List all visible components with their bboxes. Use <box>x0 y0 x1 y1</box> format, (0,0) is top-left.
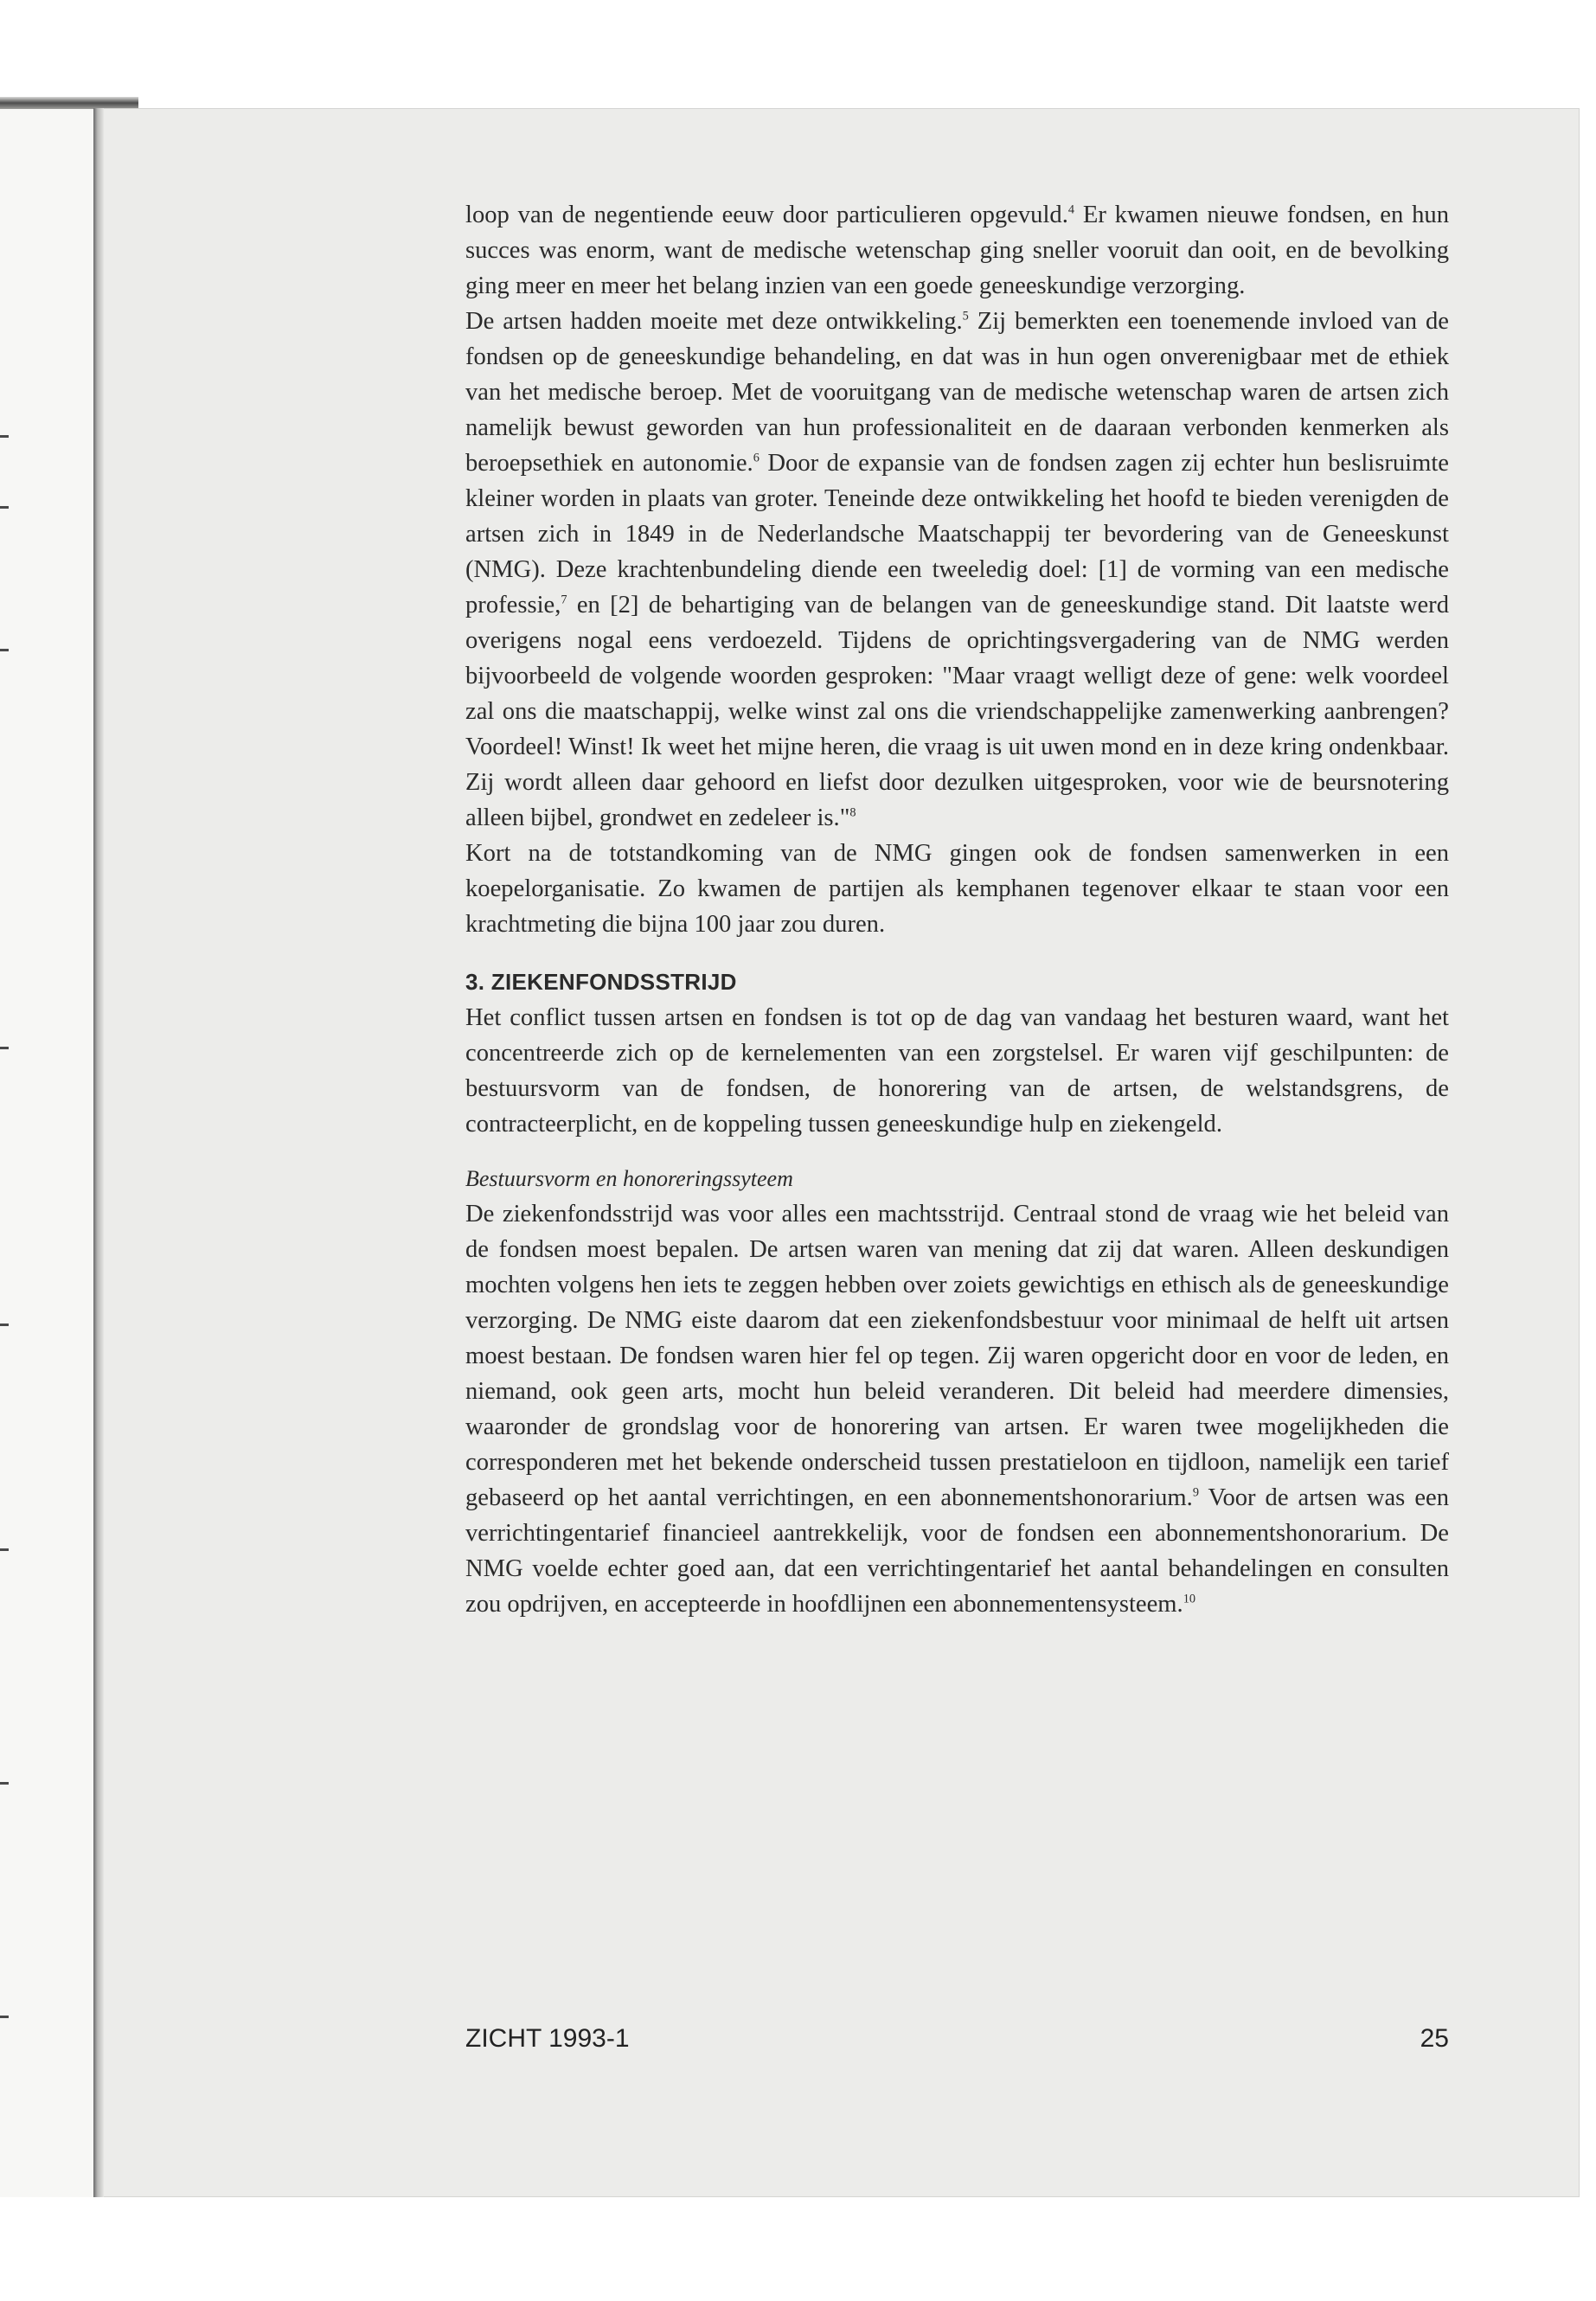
book-spine <box>93 108 104 2197</box>
paragraph-2: De artsen hadden moeite met deze ontwikkeling.$^5$ Zij bemerkten een toenemende invloed van de fondsen op de geneeskundige behandeling, en dat was in hun ogen onverenigbaar met de ethiek van het medische beroep. Met de vooruitgang van de medische wetenschap waren de artsen zich namelijk bewust geworden van hun professionaliteit en de daaraan verbonden kenmerken als beroepsethiek en autonomie.$^6$ Door de expansie van de fondsen zagen zij echter hun beslisruimte kleiner worden in plaats van groter. Teneinde deze ontwikkeling het hoofd te bieden verenigden de artsen zich in 1849 in de Nederlandsche Maatschappij ter bevordering van de Geneeskunst (NMG). Deze krachtenbundeling diende een tweeledig doel: [1] de vorming van een medische professie,$^7$ en [2] de behartiging van de belangen van de geneeskundige stand. Dit laatste werd overigens nogal eens verdoezeld. Tijdens de oprichtingsvergadering van de NMG werden bijvoorbeeld de volgende woorden gesproken: "Maar vraagt welligt deze of gene: welk voordeel zal ons die maatschappij, welke winst zal ons die vriendschappelijke zamenwerking aanbrengen? Voordeel! Winst! Ik weet het mijne heren, die vraag is uit uwen mond en in deze kring ondenkbaar. Zij wordt alleen daar gehoord en liefst door dezulken uitgesproken, voor wie de beursnotering alleen bijbel, grondwet en zedeleer is."$^8$ <box>465 308 1449 831</box>
edge-mark <box>0 1047 9 1049</box>
publication-label: ZICHT 1993-1 <box>465 2024 630 2053</box>
opposite-page-edge <box>0 108 93 2197</box>
paragraph-1: loop van de negentiende eeuw door particulieren opgevuld.$^4$ Er kwamen nieuwe fondsen, en hun succes was enorm, want de medische wetenschap ging sneller vooruit dan ooit, en de bevolking ging meer en meer het belang inzien van een goede geneeskundige verzorging. <box>465 202 1449 299</box>
section-paragraph: Het conflict tussen artsen en fondsen is tot op de dag van vandaag het besturen waard, want het concentreerde zich op de kernelementen van een zorgstelsel. Er waren vijf geschilpunten: de bestuursvorm van de fondsen, de honorering van de artsen, de welstandsgrens, de contracteerplicht, en de koppeling tussen geneeskundige hulp en ziekengeld. <box>465 1004 1449 1138</box>
edge-mark <box>0 2016 9 2018</box>
edge-mark <box>0 506 9 509</box>
sub-paragraph: De ziekenfondsstrijd was voor alles een machtsstrijd. Centraal stond de vraag wie het beleid van de fondsen moest bepalen. De artsen waren van mening dat zij dat waren. Alleen deskundigen mochten volgens hen iets te zeggen hebben over zoiets gewichtigs en ethisch als de geneeskundige verzorging. De NMG eiste daarom dat een ziekenfondsbestuur voor minimaal de helft uit artsen moest bestaan. De fondsen waren hier fel op tegen. Zij waren opgericht door en voor de leden, en niemand, ook geen arts, mocht hun beleid veranderen. Dit beleid had meerdere dimensies, waaronder de grondslag voor de honorering van artsen. Er waren twee mogelijkheden die corresponderen met het bekende onderscheid tussen prestatieloon en tijdloon, namelijk een tarief gebaseerd op het aantal verrichtingen, en een abonnementshonorarium.$^9$ Voor de artsen was een verrichtingentarief financieel aantrekkelijk, voor de fondsen een abonnementshonorarium. De NMG voelde echter goed aan, dat een verrichtingentarief het aantal behandelingen en consulten zou opdrijven, en accepteerde in hoofdlijnen een abonnementensysteem.$^{10}$ <box>465 1201 1449 1618</box>
footnote-ref: 9 <box>1192 1485 1199 1500</box>
sub-heading: Bestuursvorm en honoreringssyteem <box>465 1166 793 1191</box>
footnote-ref: 8 <box>849 805 856 820</box>
edge-mark <box>0 1324 9 1326</box>
edge-mark <box>0 1782 9 1785</box>
footnote-ref: 4 <box>1067 202 1075 217</box>
book-binding-top <box>0 97 138 109</box>
page-footer <box>465 2024 1449 2059</box>
edge-mark <box>0 1548 9 1551</box>
section-heading: 3. ZIEKENFONDSSTRIJD <box>465 969 737 995</box>
footnote-ref: 5 <box>962 309 969 324</box>
footnote-ref: 6 <box>753 451 760 465</box>
edge-mark <box>0 435 9 438</box>
paragraph-3: Kort na de totstandkoming van de NMG gingen ook de fondsen samenwerken in een koepelorganisatie. Zo kwamen de partijen als kemphanen tegenover elkaar te staan voor een krachtmeting die bijna 100 jaar zou duren. <box>465 840 1449 938</box>
footnote-ref: 7 <box>561 593 567 607</box>
article-body <box>465 197 1449 1622</box>
page-number: 25 <box>1420 2024 1449 2053</box>
footnote-ref: 10 <box>1183 1592 1195 1606</box>
edge-mark <box>0 649 9 651</box>
